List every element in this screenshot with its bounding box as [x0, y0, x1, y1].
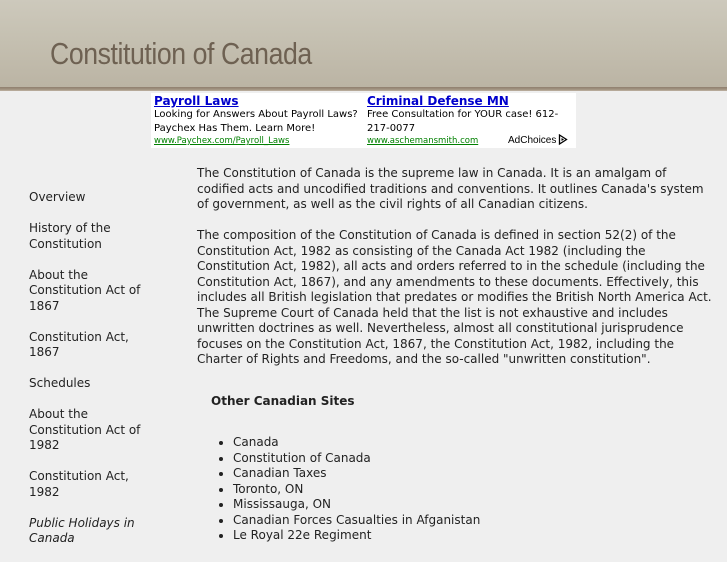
intro-paragraph: The Constitution of Canada is the supreme law in Canada. It is an amalgam of codified acts and uncodified traditions and conventions. It outlines Canada's system of government, as well as the civil rights of all Canadian citizens. [197, 166, 704, 211]
ad-url[interactable]: www.Paychex.com/Payroll_Laws [154, 136, 290, 146]
other-sites-list [197, 435, 717, 544]
site-title[interactable]: Constitution of Canada [50, 36, 312, 71]
other-site-link-constitution[interactable]: • Constitution of Canada [233, 451, 717, 467]
adchoices-icon [558, 134, 568, 145]
sidebar-item-about-1867[interactable]: About the Constitution Act of 1867 [29, 267, 141, 313]
composition-paragraph: The composition of the Constitution of Canada is defined in section 52(2) of the Constitution Act, 1982 as consisting of the Canada Act 1982 (including the Constitution Act, 1982), all acts and orders referred to in the schedule (including the Constitution Act, 1867), and any amendments to these documents. Effectively, this includes all British legislation that predates or modifies the British North America Act. The Supreme Court of Canada held that the list is not exhaustive and includes unwritten doctrines as well. Nevertheless, almost all constitutional jurisprudence focuses on the Constitution Act, 1867, the Constitution Act, 1982, including the Charter of Rights and Freedoms, and the so-called "unwritten constitution". [197, 228, 712, 366]
sidebar-item-overview[interactable]: Overview [29, 190, 86, 204]
ad-body: Looking for Answers About Payroll Laws? Paychex Has Them. Learn More! [154, 109, 358, 134]
other-site-link-mississauga[interactable]: • Mississauga, ON [233, 497, 717, 513]
sidebar-nav [29, 190, 149, 562]
ad-url[interactable]: www.aschemansmith.com [367, 136, 479, 146]
sidebar-item-schedules[interactable]: Schedules [29, 376, 91, 390]
sidebar-item-about-1982[interactable]: About the Constitution Act of 1982 [29, 407, 141, 452]
ad-title[interactable]: Payroll Laws [154, 94, 239, 108]
site-header [0, 0, 727, 87]
sidebar-item-act-1867[interactable]: Constitution Act, 1867 [29, 329, 129, 359]
other-site-link-canada[interactable]: • Canada [233, 435, 717, 451]
main-content [197, 166, 717, 544]
sidebar-item-public-holidays[interactable]: Public Holidays in Canada [29, 515, 135, 545]
adchoices-button[interactable] [508, 134, 568, 146]
ad-banner [151, 93, 576, 148]
other-sites-heading: Other Canadian Sites [211, 393, 355, 408]
ad-body: Free Consultation for YOUR case! 612-217-0077 [367, 109, 559, 134]
adchoices-label: AdChoices [508, 135, 557, 146]
ad-title[interactable]: Criminal Defense MN [367, 94, 509, 108]
other-site-link-royal-22e[interactable]: • Le Royal 22e Regiment [233, 528, 717, 544]
sidebar-item-act-1982[interactable]: Constitution Act, 1982 [29, 469, 129, 499]
other-site-link-taxes[interactable]: • Canadian Taxes [233, 466, 717, 482]
other-site-link-forces-casualties[interactable]: • Canadian Forces Casualties in Afganistan [233, 513, 717, 529]
other-site-link-toronto[interactable]: • Toronto, ON [233, 482, 717, 498]
header-divider [0, 87, 727, 91]
sidebar-item-history[interactable]: History of the Constitution [29, 221, 111, 251]
ad-payroll-laws[interactable] [154, 94, 362, 148]
